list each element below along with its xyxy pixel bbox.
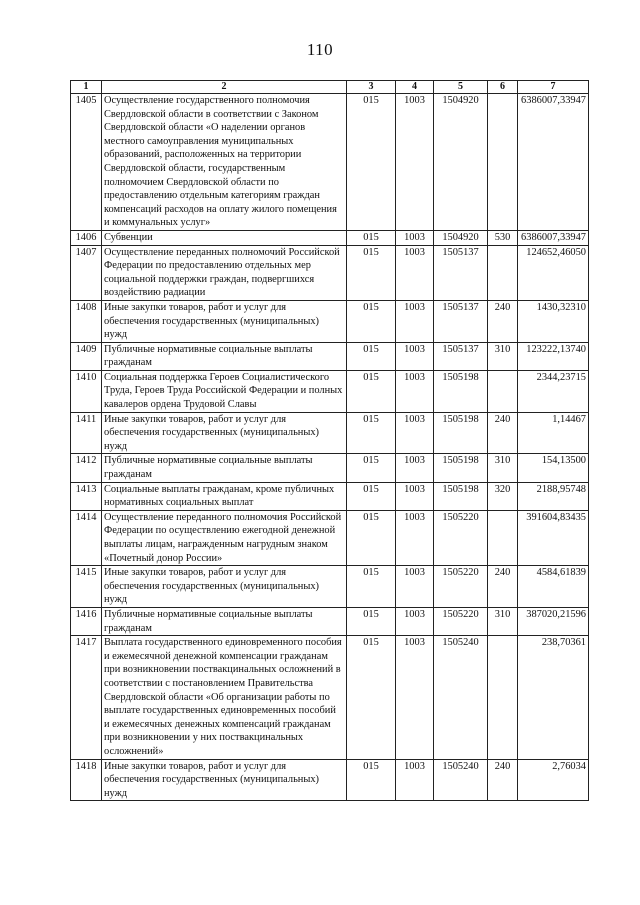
row-number: 1413: [71, 482, 102, 510]
row-ministry-code: 015: [347, 759, 396, 801]
table-row: [71, 245, 589, 300]
row-section-code: 1003: [396, 300, 434, 342]
row-amount: 6386007,33947: [518, 230, 589, 245]
row-number: 1417: [71, 636, 102, 759]
row-ministry-code: 015: [347, 636, 396, 759]
header-col-6: 6: [488, 81, 518, 94]
row-section-code: 1003: [396, 245, 434, 300]
row-description: Публичные нормативные социальные выплаты гражданам: [102, 342, 347, 370]
row-target-code: 1505198: [434, 370, 488, 412]
table-row: [71, 370, 589, 412]
row-amount: 2344,23715: [518, 370, 589, 412]
row-expense-type: 240: [488, 566, 518, 608]
row-ministry-code: 015: [347, 607, 396, 635]
table-row: [71, 94, 589, 231]
row-section-code: 1003: [396, 412, 434, 454]
row-number: 1405: [71, 94, 102, 231]
header-row: [71, 81, 589, 94]
row-section-code: 1003: [396, 759, 434, 801]
row-amount: 2188,95748: [518, 482, 589, 510]
row-ministry-code: 015: [347, 245, 396, 300]
table-body: [71, 94, 589, 801]
row-target-code: 1505198: [434, 412, 488, 454]
row-expense-type: [488, 636, 518, 759]
row-expense-type: 240: [488, 759, 518, 801]
row-amount: 2,76034: [518, 759, 589, 801]
row-amount: 1,14467: [518, 412, 589, 454]
row-amount: 123222,13740: [518, 342, 589, 370]
table-row: [71, 454, 589, 482]
row-amount: 154,13500: [518, 454, 589, 482]
table-row: [71, 510, 589, 565]
row-expense-type: [488, 510, 518, 565]
row-expense-type: 310: [488, 342, 518, 370]
row-amount: 6386007,33947: [518, 94, 589, 231]
row-description: Иные закупки товаров, работ и услуг для обеспечения государственных (муниципальных) нужд: [102, 566, 347, 608]
budget-table: [70, 80, 589, 801]
row-target-code: 1505220: [434, 607, 488, 635]
row-target-code: 1504920: [434, 230, 488, 245]
row-number: 1407: [71, 245, 102, 300]
row-number: 1411: [71, 412, 102, 454]
row-amount: 391604,83435: [518, 510, 589, 565]
table-row: [71, 230, 589, 245]
table-row: [71, 566, 589, 608]
row-ministry-code: 015: [347, 566, 396, 608]
row-section-code: 1003: [396, 510, 434, 565]
row-description: Социальная поддержка Героев Социалистического Труда, Героев Труда Российской Федерации и полных кавалеров ордена Трудовой Славы: [102, 370, 347, 412]
row-target-code: 1505198: [434, 454, 488, 482]
row-ministry-code: 015: [347, 454, 396, 482]
row-expense-type: [488, 94, 518, 231]
row-target-code: 1505240: [434, 636, 488, 759]
row-expense-type: 310: [488, 607, 518, 635]
row-expense-type: 240: [488, 300, 518, 342]
row-ministry-code: 015: [347, 370, 396, 412]
header-col-5: 5: [434, 81, 488, 94]
page-number: 110: [306, 40, 334, 59]
table-row: [71, 482, 589, 510]
header-col-1: 1: [71, 81, 102, 94]
header-col-7: 7: [518, 81, 589, 94]
row-number: 1406: [71, 230, 102, 245]
row-number: 1414: [71, 510, 102, 565]
row-description: Социальные выплаты гражданам, кроме публичных нормативных социальных выплат: [102, 482, 347, 510]
row-description: Иные закупки товаров, работ и услуг для обеспечения государственных (муниципальных) нужд: [102, 300, 347, 342]
row-number: 1415: [71, 566, 102, 608]
row-ministry-code: 015: [347, 482, 396, 510]
table-row: [71, 342, 589, 370]
row-number: 1416: [71, 607, 102, 635]
row-expense-type: 240: [488, 412, 518, 454]
row-number: 1409: [71, 342, 102, 370]
row-description: Публичные нормативные социальные выплаты гражданам: [102, 454, 347, 482]
row-expense-type: 320: [488, 482, 518, 510]
row-target-code: 1505198: [434, 482, 488, 510]
row-ministry-code: 015: [347, 300, 396, 342]
row-expense-type: [488, 245, 518, 300]
header-col-2: 2: [102, 81, 347, 94]
row-target-code: 1505220: [434, 566, 488, 608]
row-amount: 387020,21596: [518, 607, 589, 635]
row-description: Осуществление переданных полномочий Российской Федерации по предоставлению отдельных мер социальной поддержки граждан, подвергшихся воздействию радиации: [102, 245, 347, 300]
row-description: Осуществление государственного полномочия Свердловской области в соответствии с Законом Свердловской области «О наделении органов местного самоуправления муниципальных образований, расположенных на территории Свердловской области, государственным полномочием Свердловской области по предоставлению отдельным категориям граждан компенсаций расходов на оплату жилого помещения и коммунальных услуг»: [102, 94, 347, 231]
row-target-code: 1505137: [434, 245, 488, 300]
row-description: Осуществление переданного полномочия Российской Федерации по осуществлению ежегодной денежной выплаты лицам, награжденным нагрудным знаком «Почетный донор России»: [102, 510, 347, 565]
row-section-code: 1003: [396, 566, 434, 608]
row-amount: 124652,46050: [518, 245, 589, 300]
row-amount: 4584,61839: [518, 566, 589, 608]
row-section-code: 1003: [396, 370, 434, 412]
row-number: 1412: [71, 454, 102, 482]
table-row: [71, 607, 589, 635]
table-row: [71, 759, 589, 801]
row-section-code: 1003: [396, 454, 434, 482]
row-ministry-code: 015: [347, 412, 396, 454]
row-section-code: 1003: [396, 636, 434, 759]
row-amount: 1430,32310: [518, 300, 589, 342]
row-description: Субвенции: [102, 230, 347, 245]
row-ministry-code: 015: [347, 230, 396, 245]
row-expense-type: [488, 370, 518, 412]
row-description: Иные закупки товаров, работ и услуг для обеспечения государственных (муниципальных) нужд: [102, 412, 347, 454]
row-amount: 238,70361: [518, 636, 589, 759]
row-expense-type: 310: [488, 454, 518, 482]
row-target-code: 1505220: [434, 510, 488, 565]
row-target-code: 1505240: [434, 759, 488, 801]
row-expense-type: 530: [488, 230, 518, 245]
row-description: Выплата государственного единовременного пособия и ежемесячной денежной компенсации гражданам при возникновении поствакцинальных осложнений в соответствии с постановлением Правительства Свердловской области «Об организации работы по выплате государственных единовременных пособий и ежемесячных денежных компенсаций гражданам при возникновении у них поствакцинальных осложнений»: [102, 636, 347, 759]
header-col-4: 4: [396, 81, 434, 94]
row-section-code: 1003: [396, 482, 434, 510]
row-section-code: 1003: [396, 94, 434, 231]
row-target-code: 1505137: [434, 300, 488, 342]
row-number: 1418: [71, 759, 102, 801]
row-target-code: 1504920: [434, 94, 488, 231]
row-section-code: 1003: [396, 607, 434, 635]
table-row: [71, 636, 589, 759]
row-description: Иные закупки товаров, работ и услуг для обеспечения государственных (муниципальных) нужд: [102, 759, 347, 801]
header-col-3: 3: [347, 81, 396, 94]
table-row: [71, 300, 589, 342]
row-ministry-code: 015: [347, 342, 396, 370]
row-description: Публичные нормативные социальные выплаты гражданам: [102, 607, 347, 635]
row-ministry-code: 015: [347, 94, 396, 231]
table-row: [71, 412, 589, 454]
row-number: 1408: [71, 300, 102, 342]
row-section-code: 1003: [396, 230, 434, 245]
row-target-code: 1505137: [434, 342, 488, 370]
row-ministry-code: 015: [347, 510, 396, 565]
row-section-code: 1003: [396, 342, 434, 370]
row-number: 1410: [71, 370, 102, 412]
